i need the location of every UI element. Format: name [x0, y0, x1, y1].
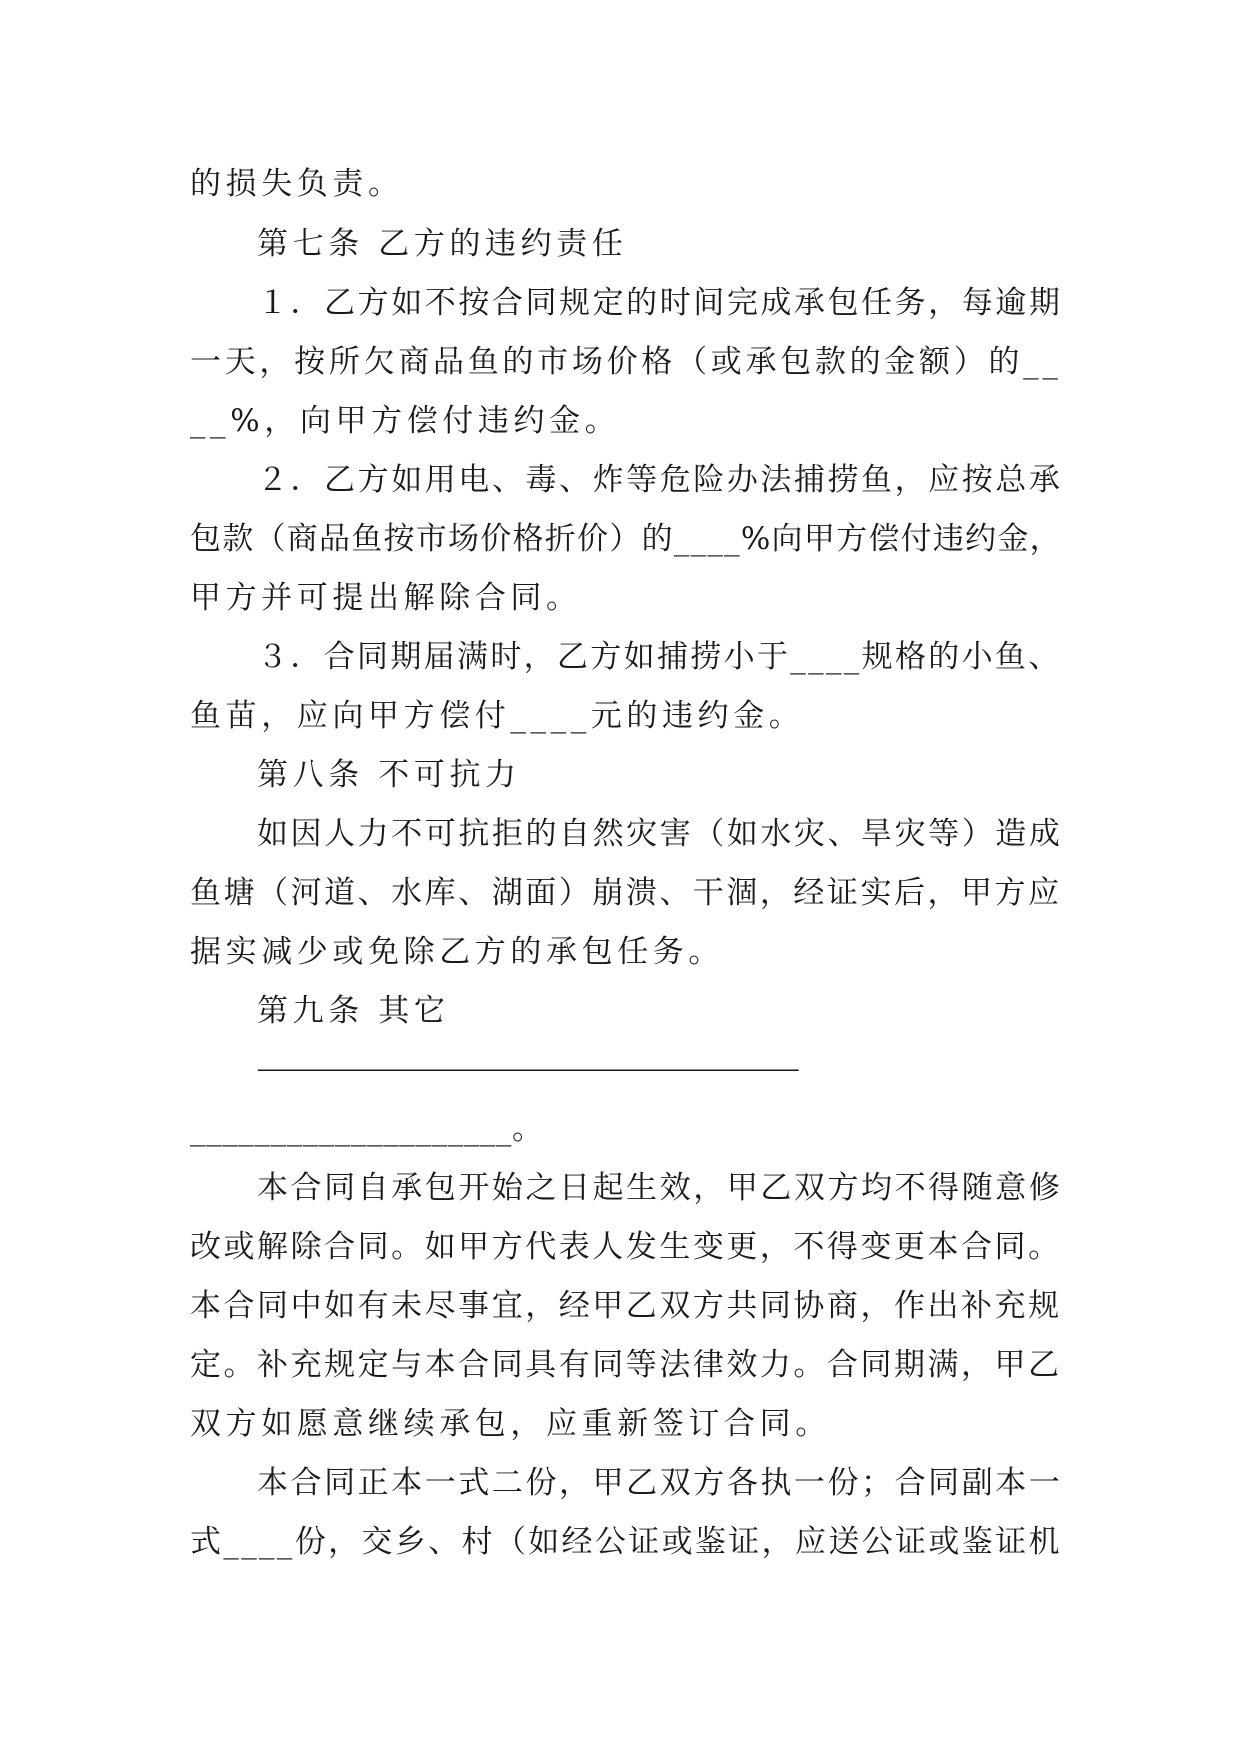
- text-line: 定。补充规定与本合同具有同等法律效力。合同期满，甲乙: [190, 1347, 1062, 1383]
- text-line: 一天，按所欠商品鱼的市场价格（或承包款的金额）的__: [190, 344, 1062, 380]
- text-line: 包款（商品鱼按市场价格折价）的____%向甲方偿付违约金，: [190, 521, 1062, 557]
- text-line: 的损失负责。: [190, 166, 404, 202]
- article-heading: 第七条 乙方的违约责任: [257, 226, 628, 262]
- text-line: 本合同中如有未尽事宜，经甲乙双方共同协商，作出补充规: [190, 1288, 1062, 1324]
- text-line: 鱼塘（河道、水库、湖面）崩溃、干涸，经证实后，甲方应: [190, 875, 1062, 911]
- text-line: 如因人力不可抗拒的自然灾害（如水灾、旱灾等）造成: [257, 816, 1063, 852]
- article-heading: 第九条 其它: [257, 993, 450, 1029]
- text-line: １．乙方如不按合同规定的时间完成承包任务，每逾期: [257, 285, 1063, 321]
- text-line: 据实减少或免除乙方的承包任务。: [190, 934, 724, 970]
- text-line: 双方如愿意继续承包，应重新签订合同。: [190, 1406, 831, 1442]
- text-line: 改或解除合同。如甲方代表人发生变更，不得变更本合同。: [190, 1229, 1062, 1265]
- blank-fill-line: ____________________。: [190, 1111, 544, 1147]
- text-line: ２．乙方如用电、毒、炸等危险办法捕捞鱼，应按总承: [257, 462, 1063, 498]
- text-line: 甲方并可提出解除合同。: [190, 580, 582, 616]
- text-line: __%，向甲方偿付违约金。: [190, 403, 621, 439]
- article-heading: 第八条 不可抗力: [257, 757, 521, 793]
- text-line: ３．合同期届满时，乙方如捕捞小于____规格的小鱼、: [257, 639, 1062, 675]
- text-line: 本合同自承包开始之日起生效，甲乙双方均不得随意修: [257, 1170, 1063, 1206]
- text-line: 式____份，交乡、村（如经公证或鉴证，应送公证或鉴证机: [190, 1524, 1062, 1560]
- text-line: 鱼苗，应向甲方偿付____元的违约金。: [190, 698, 805, 734]
- text-line: 本合同正本一式二份，甲乙双方各执一份；合同副本一: [257, 1465, 1063, 1501]
- blank-fill-line: ————————————————————————————————: [257, 1057, 795, 1082]
